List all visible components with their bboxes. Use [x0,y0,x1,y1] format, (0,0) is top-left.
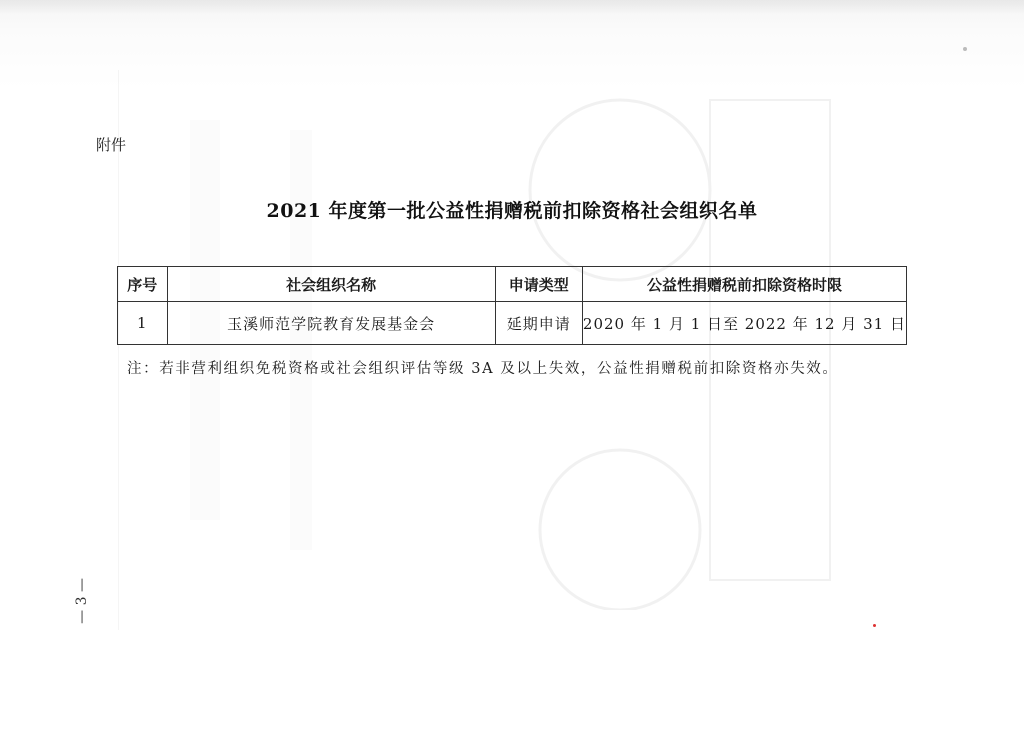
page-title: 2021 年度第一批公益性捐赠税前扣除资格社会组织名单 [266,200,758,222]
table-header-row [118,267,907,302]
attachment-label: 附件 [96,136,127,154]
header-index: 序号 [118,267,168,302]
footnote: 注：若非营利组织免税资格或社会组织评估等级 3A 及以上失效，公益性捐赠税前扣除资格亦失效。 [127,361,839,377]
scan-speck [963,47,967,51]
scan-speck-red [873,624,876,627]
table-row [118,302,907,345]
header-qualification-period: 公益性捐赠税前扣除资格时限 [582,267,906,302]
cell-index: 1 [118,302,168,345]
header-application-type: 申请类型 [495,267,582,302]
header-organization-name: 社会组织名称 [167,267,495,302]
cell-qualification-period: 2020 年 1 月 1 日至 2022 年 12 月 31 日 [582,302,906,345]
scan-edge-shadow [0,0,1024,14]
page-number: — 3 — [74,578,90,624]
cell-application-type: 延期申请 [495,302,582,345]
cell-organization-name: 玉溪师范学院教育发展基金会 [167,302,495,345]
organization-list-table [117,266,907,345]
